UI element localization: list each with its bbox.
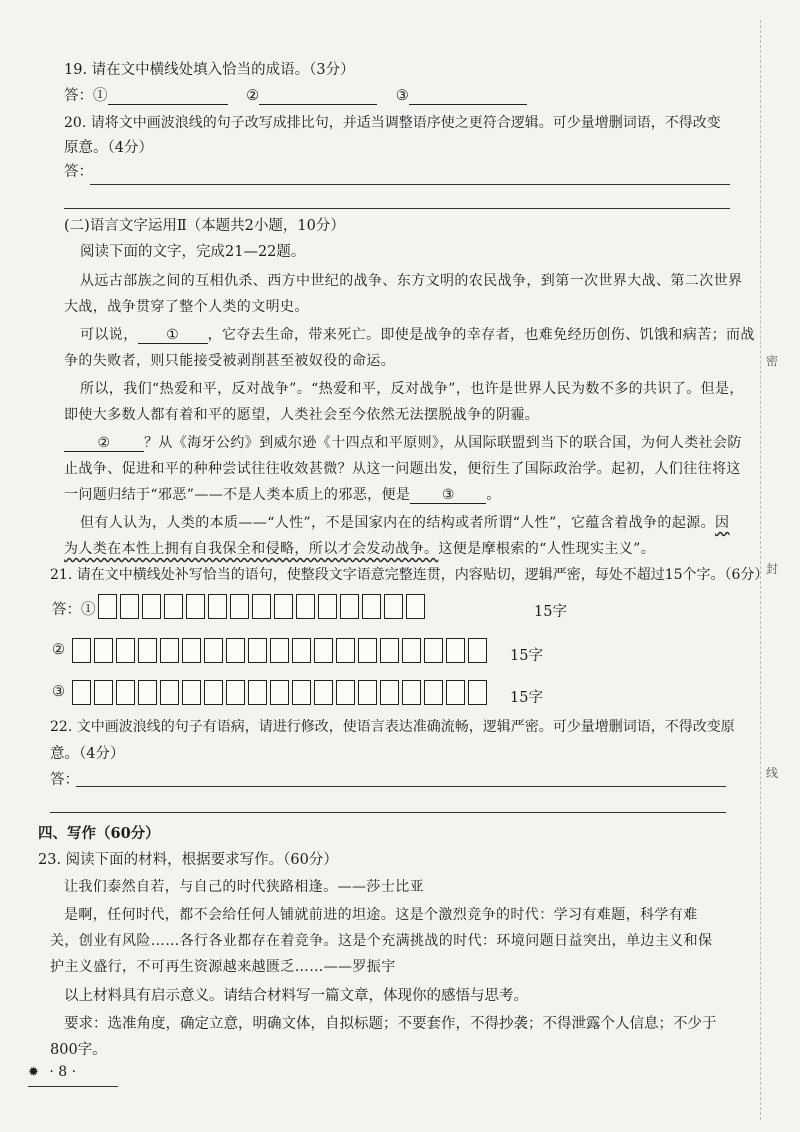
answer-grid-cell[interactable] [208,594,227,619]
q19-mark-3: ③ [395,88,409,104]
passage-p2-line1 [80,324,755,344]
section-2-instruction: 阅读下面的文字，完成21—22题。 [80,244,306,260]
answer-grid-cell[interactable] [424,680,443,705]
answer-grid-cell[interactable] [318,594,337,619]
q23-requirements-line1: 要求：选准角度，确定立意，明确文体，自拟标题；不要套作，不得抄袭；不得泄露个人信息；不少于 [64,1016,717,1032]
q20-answer-line-2[interactable] [64,208,730,209]
page-number: · 8 · [49,1064,77,1080]
margin-mark-feng: 封 [766,562,779,576]
passage-p3-line2: 即使大多数人都有着和平的愿望，人类社会至今依然无法摆脱战争的阴霾。 [64,407,540,423]
question-21: 21. 请在文中横线处补写恰当的语句，使整段文字语意完整连贯，内容贴切，逻辑严密，每处不超过15个字。（6分） [50,567,769,583]
answer-grid-cell[interactable] [270,680,289,705]
footer-underline [28,1086,118,1087]
answer-grid-cell[interactable] [182,680,201,705]
answer-grid-cell[interactable] [72,638,91,663]
answer-grid-cell[interactable] [116,680,135,705]
q19-blank-2[interactable] [259,104,377,105]
answer-grid-cell[interactable] [120,594,139,619]
answer-grid-cell[interactable] [204,638,223,663]
answer-grid-cell[interactable] [94,680,113,705]
answer-grid-cell[interactable] [402,680,421,705]
answer-grid-cell[interactable] [362,594,381,619]
margin-mark-xian: 线 [766,766,779,780]
passage-blank-3[interactable]: ③ [410,487,486,504]
answer-grid-cell[interactable] [340,594,359,619]
answer-grid-cell[interactable] [384,594,403,619]
answer-grid-cell[interactable] [336,638,355,663]
q22-answer-line-2[interactable] [50,812,726,813]
answer-grid-cell[interactable] [230,594,249,619]
answer-grid-cell[interactable] [292,680,311,705]
q23-task: 以上材料具有启示意义。请结合材料写一篇文章，体现你的感悟与思考。 [64,988,528,1004]
passage-p5-start: 但有人认为，人类的本质——“人性”，不是国家内在的结构或者所谓“人性”，它蕴含着战争的起源。 [80,515,716,531]
wavy-sentence-part1: 因 [715,515,730,531]
passage-p4-line3-start: 一问题归结于“邪恶”——不是人类本质上的邪恶，便是 [64,487,411,503]
q21-limit-2: 15字 [510,648,543,664]
question-20-line1: 20. 请将文中画波浪线的句子改写成排比句，并适当调整语序使之更符合逻辑。可少量增删词语，不得改变 [64,115,721,131]
answer-grid-cell[interactable] [160,638,179,663]
q23-quote: 让我们泰然自若，与自己的时代狭路相逢。——莎士比亚 [64,879,424,895]
passage-blank-2[interactable]: ② [64,435,144,452]
margin-mark-mi: 密 [766,354,779,368]
answer-grid-cell[interactable] [160,680,179,705]
sun-icon: ✹ [28,1065,39,1080]
q21-limit-3: 15字 [510,690,543,706]
answer-grid-cell[interactable] [226,680,245,705]
q22-answer-line-1[interactable] [76,786,726,787]
answer-grid-cell[interactable] [468,638,487,663]
passage-p2-rest: ，它夺去生命，带来死亡。即使是战争的幸存者，也难免经历创伤、饥饿和病苦；而战 [207,327,755,343]
q23-material-line2: 关，创业有风险……各行各业都存在着竞争。这是个充满挑战的时代：环境问题日益突出，单边主义和保 [50,933,713,949]
answer-grid-cell[interactable] [358,680,377,705]
answer-grid-cell[interactable] [380,680,399,705]
answer-grid-cell[interactable] [204,680,223,705]
answer-grid-cell[interactable] [336,680,355,705]
wavy-sentence-part2: 为人类在本性上拥有自我保全和侵略，所以才会发动战争。 [64,541,439,557]
answer-grid-cell[interactable] [182,638,201,663]
passage-p1-line2: 大战，战争贯穿了整个人类的文明史。 [64,299,309,315]
answer-grid-cell[interactable] [248,680,267,705]
question-22-line1: 22. 文中画波浪线的句子有语病，请进行修改，使语言表达准确流畅，逻辑严密。可少量增删词语，不得改变原 [50,719,735,735]
page-footer [28,1064,76,1080]
answer-grid-cell[interactable] [248,638,267,663]
q20-answer-label: 答： [64,164,93,180]
passage-p4-line3-end: 。 [486,487,501,503]
answer-grid-cell[interactable] [98,594,117,619]
section-2-heading: (二)语言文字运用Ⅱ（本题共2小题，10分） [64,218,345,234]
answer-grid-cell[interactable] [116,638,135,663]
q19-blank-1[interactable] [108,104,228,105]
passage-p5-line1 [80,512,729,532]
passage-p4-line1 [64,432,742,452]
answer-grid-cell[interactable] [138,680,157,705]
q19-mark-2: ② [246,88,260,104]
answer-grid-cell[interactable] [142,594,161,619]
passage-p5-line2 [64,538,655,558]
q23-material-line1: 是啊，任何时代，都不会给任何人铺就前进的坦途。这是个激烈竞争的时代：学习有难题，科学有难 [64,907,698,923]
passage-p1-line1: 从远古部族之间的互相仇杀、西方中世纪的战争、东方文明的农民战争，到第一次世界大战、第二次世界 [80,273,743,289]
answer-grid-cell[interactable] [296,594,315,619]
q23-material-line3: 护主义盛行，不可再生资源越来越匮乏……——罗振宇 [50,959,396,975]
q21-grid-3[interactable] [72,680,490,705]
answer-grid-cell[interactable] [274,594,293,619]
q21-grid-2[interactable] [72,638,490,663]
q23-requirements-line2: 800字。 [50,1042,107,1058]
answer-grid-cell[interactable] [446,638,465,663]
answer-grid-cell[interactable] [314,638,333,663]
q22-answer-label: 答： [50,772,79,788]
passage-p5-end: 这便是摩根索的“人性现实主义”。 [438,541,656,557]
question-22-line2: 意。（4分） [50,746,125,762]
q19-answer-label: 答：① [64,88,108,104]
answer-grid-cell[interactable] [380,638,399,663]
question-19: 19. 请在文中横线处填入恰当的成语。（3分） [64,62,355,78]
question-23: 23. 阅读下面的材料，根据要求写作。（60分） [38,852,338,868]
answer-grid-cell[interactable] [314,680,333,705]
answer-grid-cell[interactable] [424,638,443,663]
q21-grid-1[interactable] [98,594,428,619]
passage-p2-line2: 争的失败者，则只能接受被剥削甚至被奴役的命运。 [64,353,396,369]
q20-answer-line-1[interactable] [90,184,730,185]
q19-answer-row [64,84,527,105]
answer-grid-cell[interactable] [292,638,311,663]
answer-grid-cell[interactable] [226,638,245,663]
answer-grid-cell[interactable] [358,638,377,663]
answer-grid-cell[interactable] [186,594,205,619]
question-20-line2: 原意。（4分） [64,140,153,156]
answer-grid-cell[interactable] [406,594,425,619]
q21-limit-1: 15字 [534,604,567,620]
answer-grid-cell[interactable] [164,594,183,619]
answer-grid-cell[interactable] [72,680,91,705]
passage-p4-line2: 止战争、促进和平的种种尝试往往收效甚微？从这一问题出发，便衍生了国际政治学。起初，人们往往将这 [64,461,741,477]
section-4-heading: 四、写作（60分） [38,825,160,842]
answer-grid-cell[interactable] [402,638,421,663]
answer-grid-cell[interactable] [94,638,113,663]
answer-grid-cell[interactable] [270,638,289,663]
passage-blank-1[interactable]: ① [138,327,208,344]
answer-grid-cell[interactable] [138,638,157,663]
answer-grid-cell[interactable] [446,680,465,705]
q21-label-1: 答：① [52,602,96,618]
passage-p3-line1: 所以，我们“热爱和平，反对战争”。“热爱和平，反对战争”，也许是世界人民为数不多的共识了。但是， [80,381,744,397]
answer-grid-cell[interactable] [252,594,271,619]
passage-p4-line3 [64,484,501,504]
q19-blank-3[interactable] [409,104,527,105]
q21-label-2: ② [52,642,65,658]
passage-p4-rest: ？从《海牙公约》到威尔逊《十四点和平原则》，从国际联盟到当下的联合国，为何人类社会防 [144,435,742,451]
passage-p2-start: 可以说， [80,327,138,343]
q21-label-3: ③ [52,684,65,700]
answer-grid-cell[interactable] [468,680,487,705]
